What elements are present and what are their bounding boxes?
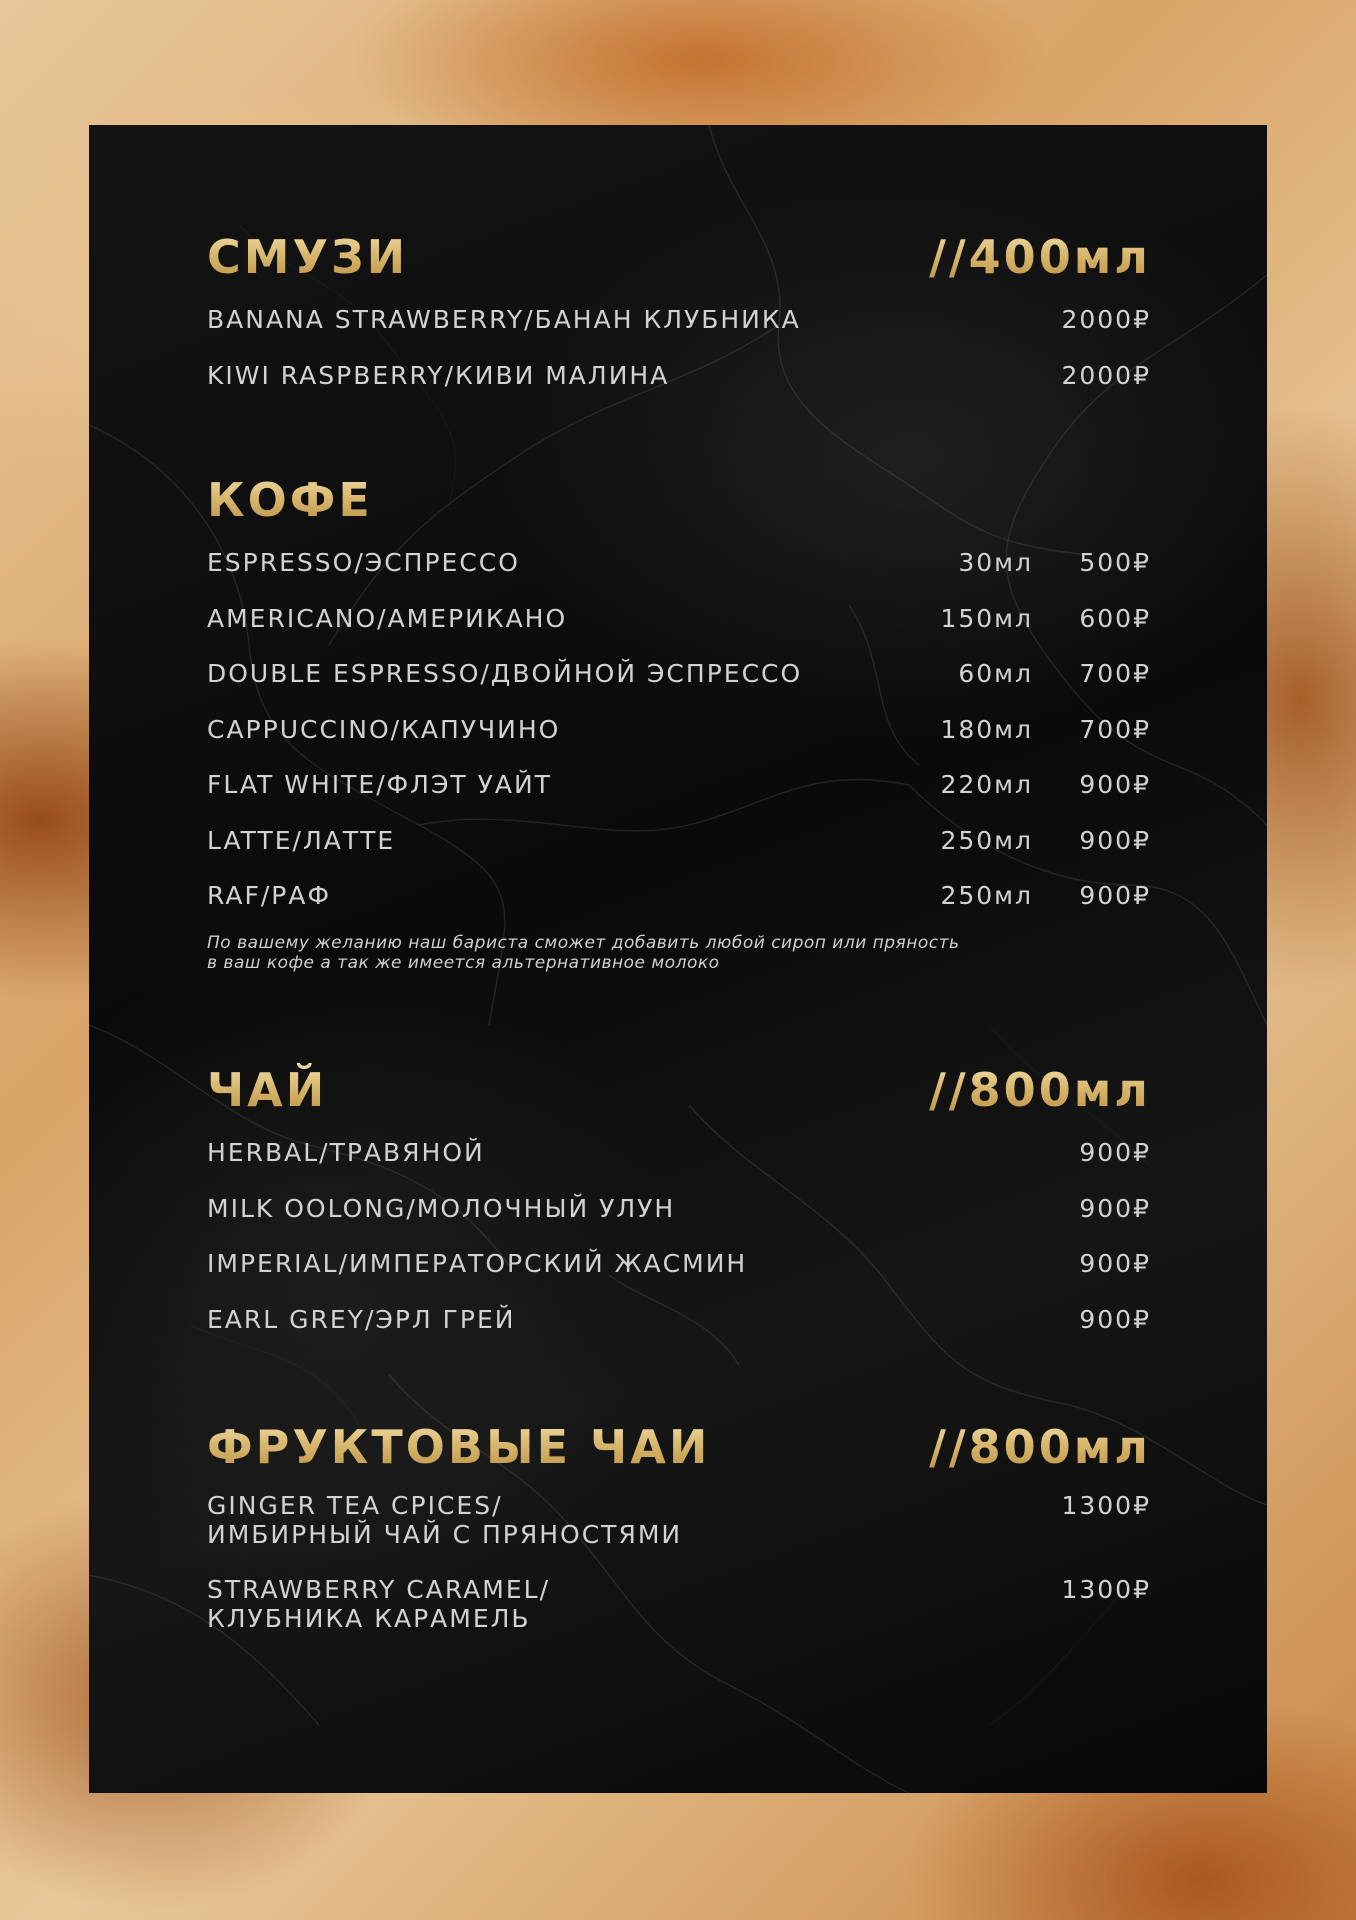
section-tea — [207, 1060, 1151, 1347]
item-price: 500₽ — [1079, 548, 1151, 577]
section-volume: //800мл — [929, 1417, 1151, 1477]
menu-items — [207, 1125, 1151, 1347]
menu-item — [207, 1292, 1151, 1348]
item-volume: 60мл — [958, 659, 1033, 688]
item-volume: 180мл — [940, 714, 1033, 744]
item-name — [207, 1491, 682, 1549]
menu-item — [207, 591, 1151, 647]
section-smoothies — [207, 227, 1151, 403]
item-price: 2000₽ — [1061, 360, 1151, 390]
menu-item — [207, 813, 1151, 869]
section-header — [207, 1417, 1151, 1477]
item-name: MILK OOLONG/МОЛОЧНЫЙ УЛУН — [207, 1193, 676, 1223]
item-price: 1300₽ — [1061, 1575, 1151, 1604]
item-volume: 150мл — [940, 603, 1033, 633]
menu-item — [207, 1236, 1151, 1292]
menu-item — [207, 646, 1151, 702]
item-name: IMPERIAL/ИМПЕРАТОРСКИЙ ЖАСМИН — [207, 1249, 748, 1278]
note-line: По вашему желанию наш бариста сможет добавить любой сироп или пряность — [207, 932, 960, 953]
item-name-line: GINGER TEA CPICES/ — [207, 1491, 503, 1520]
menu-item — [207, 1125, 1151, 1181]
item-name-line: КЛУБНИКА КАРАМЕЛЬ — [207, 1604, 531, 1633]
item-price: 2000₽ — [1061, 305, 1151, 334]
item-price: 700₽ — [1079, 714, 1151, 744]
note-line: в ваш кофе а так же имеется альтернативное молоко — [207, 952, 720, 973]
section-title: ЧАЙ — [207, 1060, 327, 1120]
menu-item — [207, 1567, 1151, 1651]
coffee-note — [207, 933, 1151, 973]
item-price: 900₽ — [1079, 1249, 1151, 1278]
item-volume: 250мл — [940, 881, 1033, 910]
item-price: 1300₽ — [1061, 1491, 1151, 1520]
item-price: 900₽ — [1079, 1138, 1151, 1167]
item-name: AMERICANO/АМЕРИКАНО — [207, 603, 568, 633]
menu-items — [207, 535, 1151, 924]
item-name: KIWI RASPBERRY/КИВИ МАЛИНА — [207, 360, 670, 390]
section-header — [207, 227, 1151, 287]
section-coffee — [207, 470, 1151, 973]
section-header — [207, 1060, 1151, 1120]
section-header — [207, 470, 1151, 530]
menu-item — [207, 757, 1151, 813]
menu-item — [207, 348, 1151, 404]
menu-item — [207, 868, 1151, 924]
item-price: 900₽ — [1079, 1304, 1151, 1334]
item-name: RAF/РАФ — [207, 881, 331, 910]
item-name-line: STRAWBERRY CARAMEL/ — [207, 1575, 550, 1604]
section-title: КОФЕ — [207, 470, 373, 530]
menu-item — [207, 1181, 1151, 1237]
item-price: 900₽ — [1079, 770, 1151, 799]
menu-item — [207, 1483, 1151, 1567]
item-volume: 30мл — [958, 548, 1033, 577]
item-name: BANANA STRAWBERRY/БАНАН КЛУБНИКА — [207, 305, 801, 334]
section-fruit-teas — [207, 1417, 1151, 1651]
item-name: EARL GREY/ЭРЛ ГРЕЙ — [207, 1304, 516, 1334]
item-name: ESPRESSO/ЭСПРЕССО — [207, 548, 520, 577]
menu-items — [207, 1483, 1151, 1651]
section-volume: //400мл — [929, 227, 1151, 287]
item-name: FLAT WHITE/ФЛЭТ УАЙТ — [207, 770, 552, 799]
menu-item — [207, 702, 1151, 758]
item-price: 600₽ — [1079, 603, 1151, 633]
item-price: 900₽ — [1079, 825, 1151, 855]
item-name: DOUBLE ESPRESSO/ДВОЙНОЙ ЭСПРЕССО — [207, 659, 803, 688]
section-volume: //800мл — [929, 1060, 1151, 1120]
item-name-line: ИМБИРНЫЙ ЧАЙ С ПРЯНОСТЯМИ — [207, 1520, 683, 1549]
item-price: 900₽ — [1079, 1193, 1151, 1223]
section-title: СМУЗИ — [207, 227, 408, 287]
menu-item — [207, 292, 1151, 348]
item-name: CAPPUCCINO/КАПУЧИНО — [207, 714, 561, 744]
menu-panel — [89, 125, 1267, 1793]
item-volume: 220мл — [940, 770, 1033, 799]
item-volume: 250мл — [940, 825, 1033, 855]
item-name: LATTE/ЛАТТЕ — [207, 825, 396, 855]
item-name: HERBAL/ТРАВЯНОЙ — [207, 1138, 485, 1167]
section-title: ФРУКТОВЫЕ ЧАИ — [207, 1417, 710, 1477]
item-price: 700₽ — [1079, 659, 1151, 688]
menu-item — [207, 535, 1151, 591]
menu-items — [207, 292, 1151, 403]
item-price: 900₽ — [1079, 881, 1151, 910]
item-name — [207, 1575, 550, 1633]
